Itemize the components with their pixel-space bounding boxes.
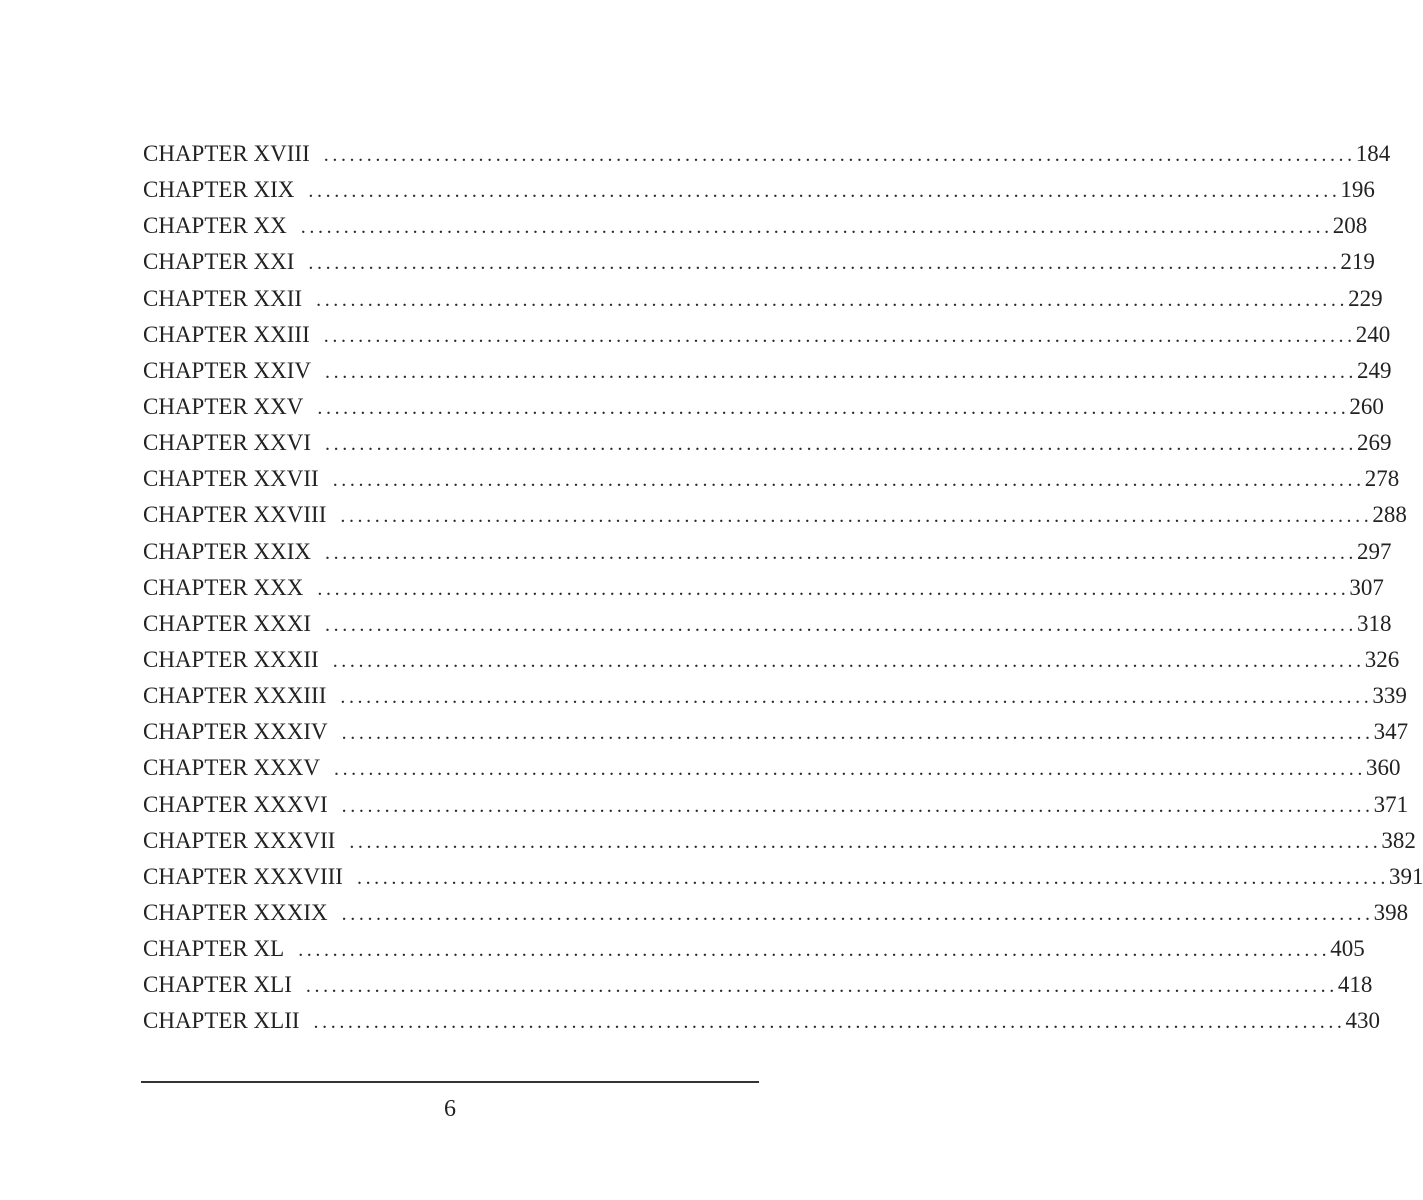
- toc-entry-title: CHAPTER XXXIV: [143, 719, 328, 745]
- toc-entry-page: 382: [1381, 827, 1416, 853]
- toc-entry[interactable]: [143, 714, 1409, 750]
- toc-entry-title: CHAPTER XXIX: [143, 538, 312, 564]
- toc-entry-page: 196: [1340, 177, 1375, 203]
- toc-entry[interactable]: [143, 425, 1392, 461]
- toc-entry[interactable]: [143, 642, 1400, 678]
- toc-entry[interactable]: [143, 534, 1392, 570]
- toc-entry[interactable]: [143, 967, 1373, 1003]
- dot-leader: ........................................................................................................................: [340, 505, 1373, 528]
- table-of-contents: [143, 136, 1423, 1040]
- dot-leader: ........................................................................................................................: [341, 794, 1374, 817]
- toc-entry-page: 339: [1372, 683, 1407, 709]
- toc-entry[interactable]: [143, 389, 1384, 425]
- toc-entry-title: CHAPTER XXII: [143, 285, 303, 311]
- dot-leader: ........................................................................................................................: [316, 288, 1349, 311]
- dot-leader: ........................................................................................................................: [332, 649, 1365, 672]
- toc-entry-title: CHAPTER XL: [143, 936, 285, 962]
- dot-leader: ........................................................................................................................: [325, 360, 1358, 383]
- toc-entry-page: 371: [1373, 791, 1409, 817]
- toc-entry-page: 219: [1340, 249, 1375, 275]
- toc-entry-page: 278: [1364, 466, 1400, 492]
- toc-entry[interactable]: [143, 931, 1365, 967]
- toc-entry-page: 405: [1330, 936, 1365, 962]
- toc-entry-title: CHAPTER XXIII: [143, 321, 310, 347]
- toc-entry-page: 260: [1349, 393, 1384, 419]
- dot-leader: ........................................................................................................................: [340, 686, 1373, 709]
- dot-leader: ........................................................................................................................: [305, 975, 1338, 998]
- dot-leader: ........................................................................................................................: [317, 396, 1350, 419]
- toc-entry-title: CHAPTER XXXVIII: [143, 863, 343, 889]
- dot-leader: ........................................................................................................................: [308, 252, 1341, 275]
- toc-entry-page: 360: [1365, 755, 1401, 781]
- toc-entry-title: CHAPTER XIX: [143, 177, 295, 203]
- dot-leader: ........................................................................................................................: [332, 469, 1365, 492]
- toc-entry-page: 347: [1373, 719, 1409, 745]
- toc-entry-page: 208: [1332, 213, 1368, 239]
- toc-entry[interactable]: [143, 353, 1392, 389]
- dot-leader: ........................................................................................................................: [313, 1011, 1346, 1034]
- toc-entry-title: CHAPTER XXX: [143, 574, 304, 600]
- toc-entry[interactable]: [143, 461, 1400, 497]
- toc-entry-page: 430: [1345, 1008, 1381, 1034]
- toc-entry-title: CHAPTER XXV: [143, 393, 304, 419]
- toc-entry-title: CHAPTER XXI: [143, 249, 295, 275]
- toc-entry[interactable]: [143, 750, 1401, 786]
- toc-entry-page: 288: [1372, 502, 1407, 528]
- toc-entry-title: CHAPTER XXIV: [143, 357, 312, 383]
- toc-entry-page: 326: [1364, 646, 1400, 672]
- toc-entry-title: CHAPTER XXXIII: [143, 683, 327, 709]
- toc-entry[interactable]: [143, 317, 1391, 353]
- dot-leader: ........................................................................................................................: [323, 144, 1356, 166]
- toc-entry-title: CHAPTER XXXV: [143, 755, 320, 781]
- dot-leader: ........................................................................................................................: [341, 722, 1374, 745]
- dot-leader: ........................................................................................................................: [300, 216, 1333, 239]
- dot-leader: ........................................................................................................................: [298, 939, 1331, 962]
- toc-entry-title: CHAPTER XXVII: [143, 466, 319, 492]
- dot-leader: ........................................................................................................................: [349, 830, 1382, 853]
- toc-entry-title: CHAPTER XXVIII: [143, 502, 327, 528]
- toc-entry-title: CHAPTER XXXVII: [143, 827, 336, 853]
- dot-leader: ........................................................................................................................: [341, 902, 1374, 925]
- toc-entry-title: CHAPTER XX: [143, 213, 287, 239]
- toc-entry-page: 418: [1337, 972, 1373, 998]
- toc-entry-page: 318: [1357, 610, 1392, 636]
- dot-leader: ........................................................................................................................: [325, 541, 1358, 564]
- toc-entry[interactable]: [143, 859, 1423, 895]
- toc-entry[interactable]: [143, 208, 1368, 244]
- toc-entry-page: 249: [1357, 357, 1392, 383]
- toc-entry-page: 391: [1388, 863, 1423, 889]
- toc-entry-title: CHAPTER XVIII: [143, 141, 310, 166]
- toc-entry[interactable]: [143, 678, 1407, 714]
- toc-entry-title: CHAPTER XLII: [143, 1008, 300, 1034]
- toc-entry[interactable]: [143, 570, 1384, 606]
- dot-leader: ........................................................................................................................: [323, 324, 1356, 347]
- toc-entry[interactable]: [143, 172, 1375, 208]
- toc-entry[interactable]: [143, 281, 1383, 317]
- toc-entry-page: 269: [1357, 430, 1392, 456]
- toc-entry-title: CHAPTER XXXII: [143, 646, 319, 672]
- toc-entry-title: CHAPTER XLI: [143, 972, 292, 998]
- toc-entry-page: 229: [1348, 285, 1383, 311]
- toc-entry-page: 398: [1373, 899, 1409, 925]
- toc-entry-page: 240: [1355, 321, 1391, 347]
- dot-leader: ........................................................................................................................: [325, 613, 1358, 636]
- toc-entry[interactable]: [143, 497, 1407, 533]
- dot-leader: ........................................................................................................................: [308, 180, 1341, 203]
- toc-entry[interactable]: [143, 895, 1409, 931]
- toc-entry[interactable]: [143, 244, 1375, 280]
- toc-entry-title: CHAPTER XXXI: [143, 610, 312, 636]
- dot-leader: ........................................................................................................................: [333, 758, 1366, 781]
- footer-divider: [141, 1081, 759, 1083]
- dot-leader: ........................................................................................................................: [317, 577, 1350, 600]
- toc-entry-title: CHAPTER XXXVI: [143, 791, 328, 817]
- toc-entry-page: 297: [1357, 538, 1392, 564]
- toc-entry[interactable]: [143, 823, 1416, 859]
- toc-entry[interactable]: [143, 136, 1391, 172]
- page-number: 6: [444, 1096, 456, 1122]
- toc-entry[interactable]: [143, 787, 1409, 823]
- toc-entry-title: CHAPTER XXXIX: [143, 899, 328, 925]
- toc-entry-page: 184: [1355, 141, 1391, 166]
- toc-entry[interactable]: [143, 606, 1392, 642]
- dot-leader: ........................................................................................................................: [356, 866, 1389, 889]
- toc-entry-page: 307: [1349, 574, 1384, 600]
- toc-entry[interactable]: [143, 1003, 1381, 1039]
- dot-leader: ........................................................................................................................: [325, 433, 1358, 456]
- toc-entry-title: CHAPTER XXVI: [143, 430, 312, 456]
